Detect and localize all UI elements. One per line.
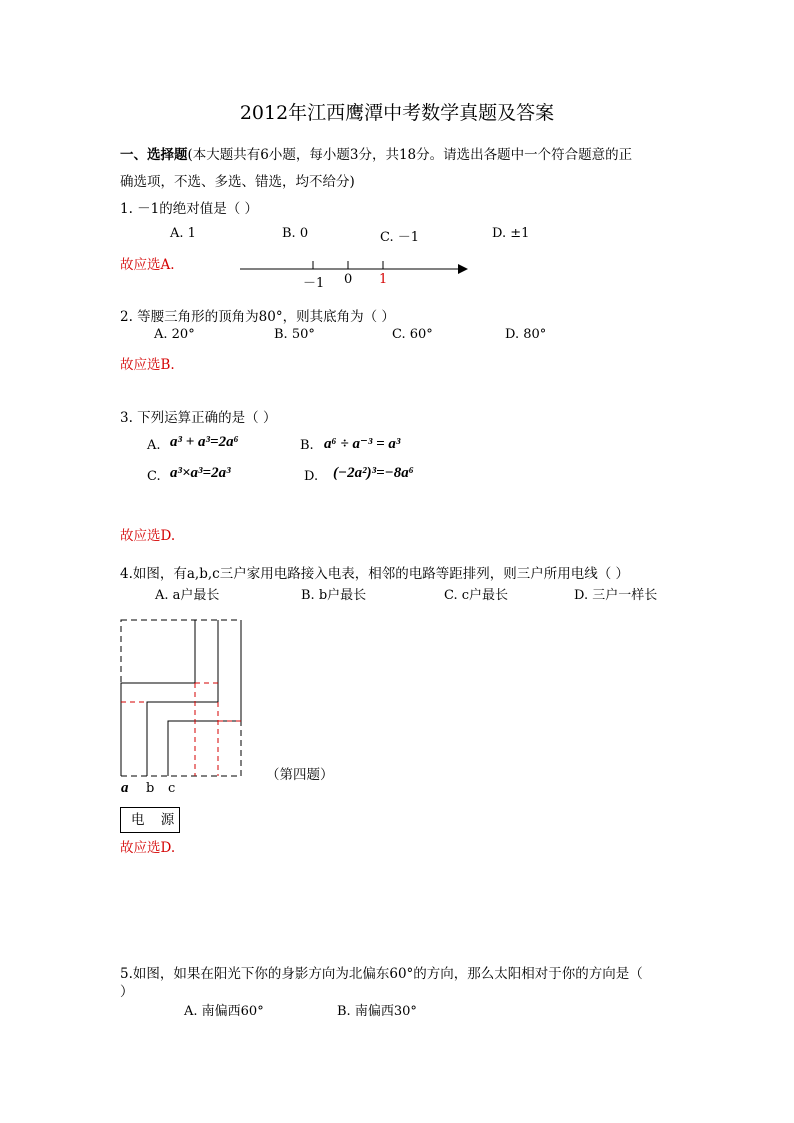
- section-desc-line1: (本大题共有6小题，每小题3分，共18分。请选出各题中一个符合题意的正: [187, 147, 633, 163]
- q4-circuit-figure: [118, 617, 246, 779]
- page-title: 2012年江西鹰潭中考数学真题及答案: [239, 102, 555, 124]
- q2-answer: 故应选B.: [120, 357, 175, 373]
- q2-option-b: B. 50°: [274, 327, 315, 342]
- q3-option-c-label: C.: [147, 469, 161, 484]
- q1-stem: 1. －1的绝对值是（ ）: [120, 201, 259, 217]
- wire-b: [147, 620, 218, 776]
- q3-option-b-label: B.: [300, 438, 314, 453]
- q4-answer: 故应选D.: [120, 840, 176, 856]
- q5-stem-line2: ）: [120, 984, 134, 1000]
- q4-option-a: A. a户最长: [155, 588, 220, 603]
- section-intro: [120, 143, 632, 163]
- number-line-label-zero: 0: [344, 272, 353, 287]
- q1-option-c: C. －1: [380, 230, 420, 245]
- q5-option-a: A. 南偏西60°: [184, 1004, 264, 1019]
- q3-option-a-formula: a³ + a³=2a⁶: [170, 434, 239, 450]
- q4-stem: 4.如图，有a,b,c三户家用电路接入电表，相邻的电路等距排列，则三户所用电线（ ）: [120, 566, 630, 582]
- q1-option-a: A. 1: [170, 226, 196, 241]
- q1-answer: 故应选A.: [120, 257, 175, 273]
- number-line-arrow-icon: [458, 264, 468, 274]
- q3-option-d-label: D.: [304, 469, 319, 484]
- q1-number-line: [236, 258, 476, 278]
- q4-option-c: C. c户最长: [444, 588, 509, 603]
- section-desc-line2: 确选项，不选、多选、错选，均不给分): [120, 174, 355, 190]
- q4-option-d: D. 三户一样长: [574, 588, 658, 603]
- q3-option-d-formula: (−2a²)³=−8a⁶: [333, 465, 414, 481]
- q4-label-a: a: [121, 780, 129, 796]
- q1-option-d: D. ±1: [492, 226, 530, 241]
- wire-a: [121, 620, 195, 776]
- power-source-box: 电 源: [120, 807, 180, 833]
- q2-option-c: C. 60°: [392, 327, 433, 342]
- q3-option-b-formula: a⁶ ÷ a⁻³ = a³: [324, 436, 401, 452]
- number-line-label-one: 1: [379, 272, 388, 287]
- number-line-label-neg-one: －1: [303, 276, 325, 291]
- wire-c: [168, 620, 241, 776]
- q2-stem: 2. 等腰三角形的顶角为80°，则其底角为（ ）: [120, 309, 395, 325]
- q3-option-c-formula: a³×a³=2a³: [170, 465, 231, 481]
- q4-label-b: b: [146, 781, 155, 796]
- q3-answer: 故应选D.: [120, 528, 176, 544]
- q1-option-b: B. 0: [282, 226, 309, 241]
- q5-option-b: B. 南偏西30°: [337, 1004, 417, 1019]
- q2-option-d: D. 80°: [505, 327, 547, 342]
- q3-stem: 3. 下列运算正确的是（ ）: [120, 410, 277, 426]
- q5-stem-line1: 5.如图，如果在阳光下你的身影方向为北偏东60°的方向，那么太阳相对于你的方向是（: [120, 966, 643, 982]
- q3-option-a-label: A.: [147, 438, 161, 453]
- figure-dashed-border: [121, 620, 241, 776]
- q4-option-b: B. b户最长: [301, 588, 367, 603]
- q2-option-a: A. 20°: [154, 327, 195, 342]
- q4-label-c: c: [168, 781, 176, 796]
- section-heading: 一、选择题: [120, 147, 188, 163]
- q4-figure-caption: （第四题）: [266, 767, 334, 783]
